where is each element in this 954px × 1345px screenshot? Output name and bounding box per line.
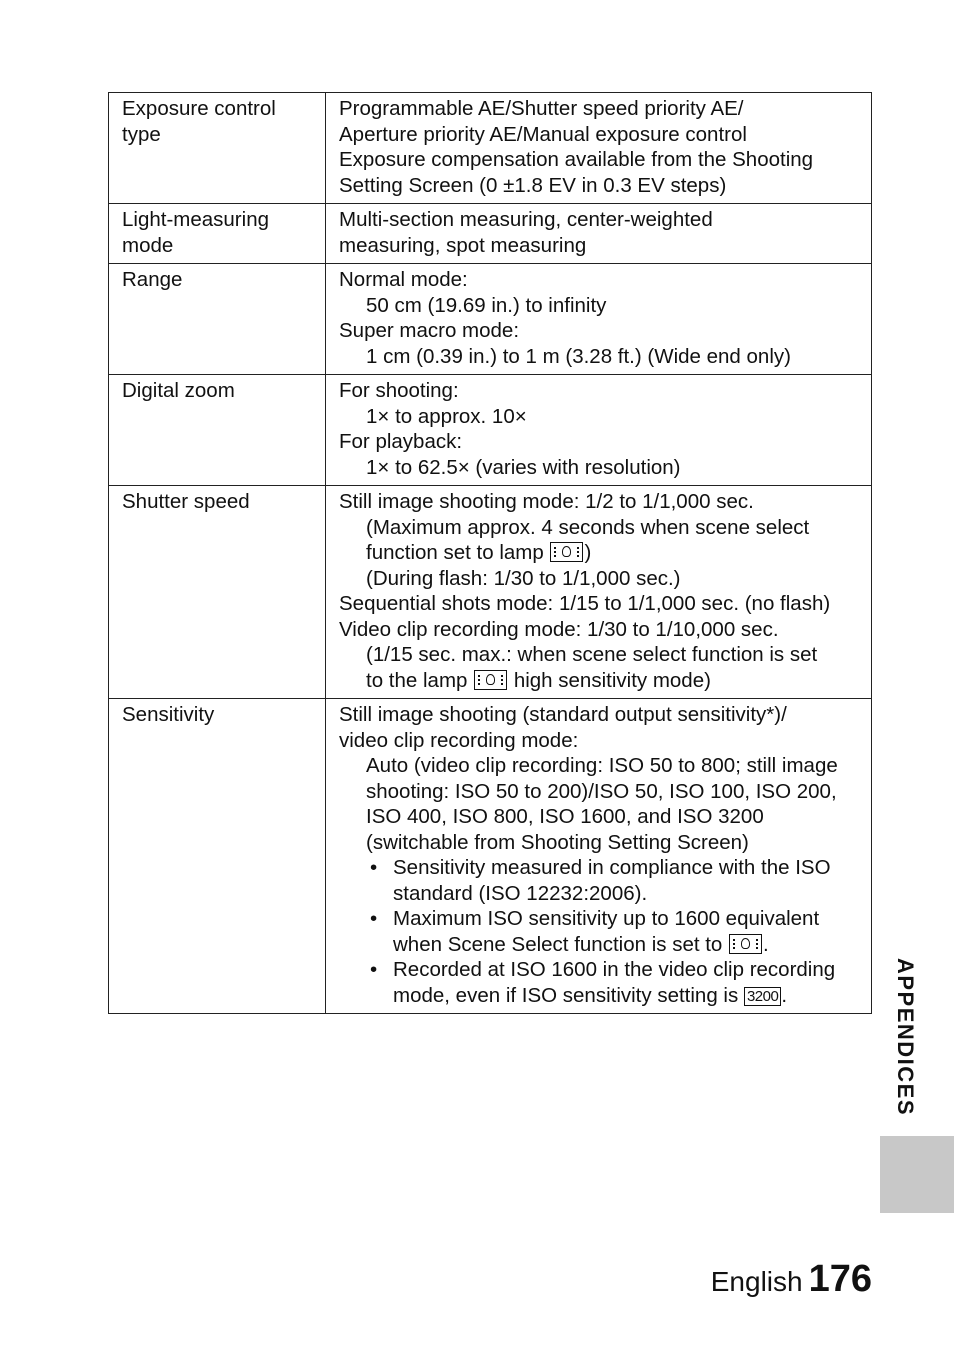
value-line: (Maximum approx. 4 seconds when scene select (366, 515, 810, 539)
value-line: Programmable AE/Shutter speed priority AE/ (339, 97, 744, 120)
row-value (326, 93, 872, 204)
value-line: Multi-section measuring, center-weighted (339, 208, 713, 231)
footer-language: English (710, 1266, 803, 1297)
bullet-item (339, 906, 863, 957)
page-number: 176 (808, 1258, 872, 1300)
table-row (109, 93, 872, 204)
value-text: . (781, 983, 788, 1007)
row-label: Range (109, 264, 326, 375)
row-value (326, 375, 872, 486)
value-text: high sensitivity mode) (513, 668, 711, 692)
value-line: measuring, spot measuring (339, 233, 587, 257)
iso-3200-icon: 3200 (744, 987, 781, 1006)
lamp-icon (474, 670, 507, 690)
section-tab (880, 1136, 954, 1213)
value-line: (1/15 sec. max.: when scene select function is set (366, 643, 818, 666)
bullet-item (339, 855, 863, 906)
value-line: For shooting: (339, 379, 459, 402)
value-text: ) (584, 541, 592, 564)
value-line: Still image shooting (standard output sensitivity*)/ (339, 703, 787, 726)
section-label-text: APPENDICES (893, 958, 918, 1117)
table-row (109, 204, 872, 264)
bullet-icon: • (370, 958, 378, 981)
bullet-icon: • (370, 856, 378, 879)
bullet-item (339, 957, 863, 1008)
value-line: Normal mode: (339, 268, 468, 291)
row-label: Digital zoom (109, 375, 326, 486)
value-line: Exposure compensation available from the Shooting (339, 148, 814, 171)
row-value (326, 204, 872, 264)
bullet-icon: • (370, 907, 378, 930)
value-line: Video clip recording mode: 1/30 to 1/10,000 sec. (339, 617, 779, 641)
value-line: Aperture priority AE/Manual exposure control (339, 122, 747, 146)
value-line: Sequential shots mode: 1/15 to 1/1,000 sec. (no flash) (339, 592, 831, 615)
table-row (109, 375, 872, 486)
value-text: Maximum ISO sensitivity up to 1600 equivalent when Scene Select function is set to (393, 907, 820, 956)
value-line (339, 668, 863, 694)
page-footer (711, 1258, 872, 1301)
row-value (326, 486, 872, 699)
value-line: Setting Screen (0 ±1.8 EV in 0.3 EV steps) (339, 173, 727, 197)
value-line (339, 540, 863, 566)
value-line: video clip recording mode: (339, 728, 579, 752)
table-row (109, 486, 872, 699)
lamp-icon (550, 542, 583, 562)
value-line: Still image shooting mode: 1/2 to 1/1,000 sec. (339, 490, 754, 513)
value-text: . (763, 932, 769, 956)
row-label: Shutter speed (109, 486, 326, 699)
row-label: Light-measuring mode (109, 204, 326, 264)
value-line: 1× to 62.5× (varies with resolution) (366, 455, 681, 479)
row-label: Exposure control type (109, 93, 326, 204)
row-value (326, 699, 872, 1014)
row-value (326, 264, 872, 375)
spec-table (108, 92, 872, 1014)
table-row (109, 264, 872, 375)
lamp-icon (729, 934, 762, 954)
value-text: Sensitivity measured in compliance with the ISO standard (ISO 12232:2006). (393, 856, 831, 905)
value-line: 1 cm (0.39 in.) to 1 m (3.28 ft.) (Wide end only) (366, 344, 791, 368)
value-line: 50 cm (19.69 in.) to infinity (366, 293, 607, 317)
value-line: 1× to approx. 10× (366, 404, 527, 428)
value-text: function set to lamp (366, 541, 544, 564)
row-label: Sensitivity (109, 699, 326, 1014)
table-row (109, 699, 872, 1014)
value-line: For playback: (339, 430, 463, 453)
value-text: Recorded at ISO 1600 in the video clip recording mode, even if ISO sensitivity setting is (393, 958, 836, 1007)
value-line: Super macro mode: (339, 319, 520, 342)
value-text: to the lamp (366, 668, 468, 692)
value-line: Auto (video clip recording: ISO 50 to 800; still image shooting: ISO 50 to 200)/ISO 50, ISO 100, ISO 200, ISO 400, ISO 800, ISO 1600, and ISO 3200 (switchable from Shooting Setting Screen) (366, 754, 838, 854)
value-line: (During flash: 1/30 to 1/1,000 sec.) (366, 566, 681, 590)
